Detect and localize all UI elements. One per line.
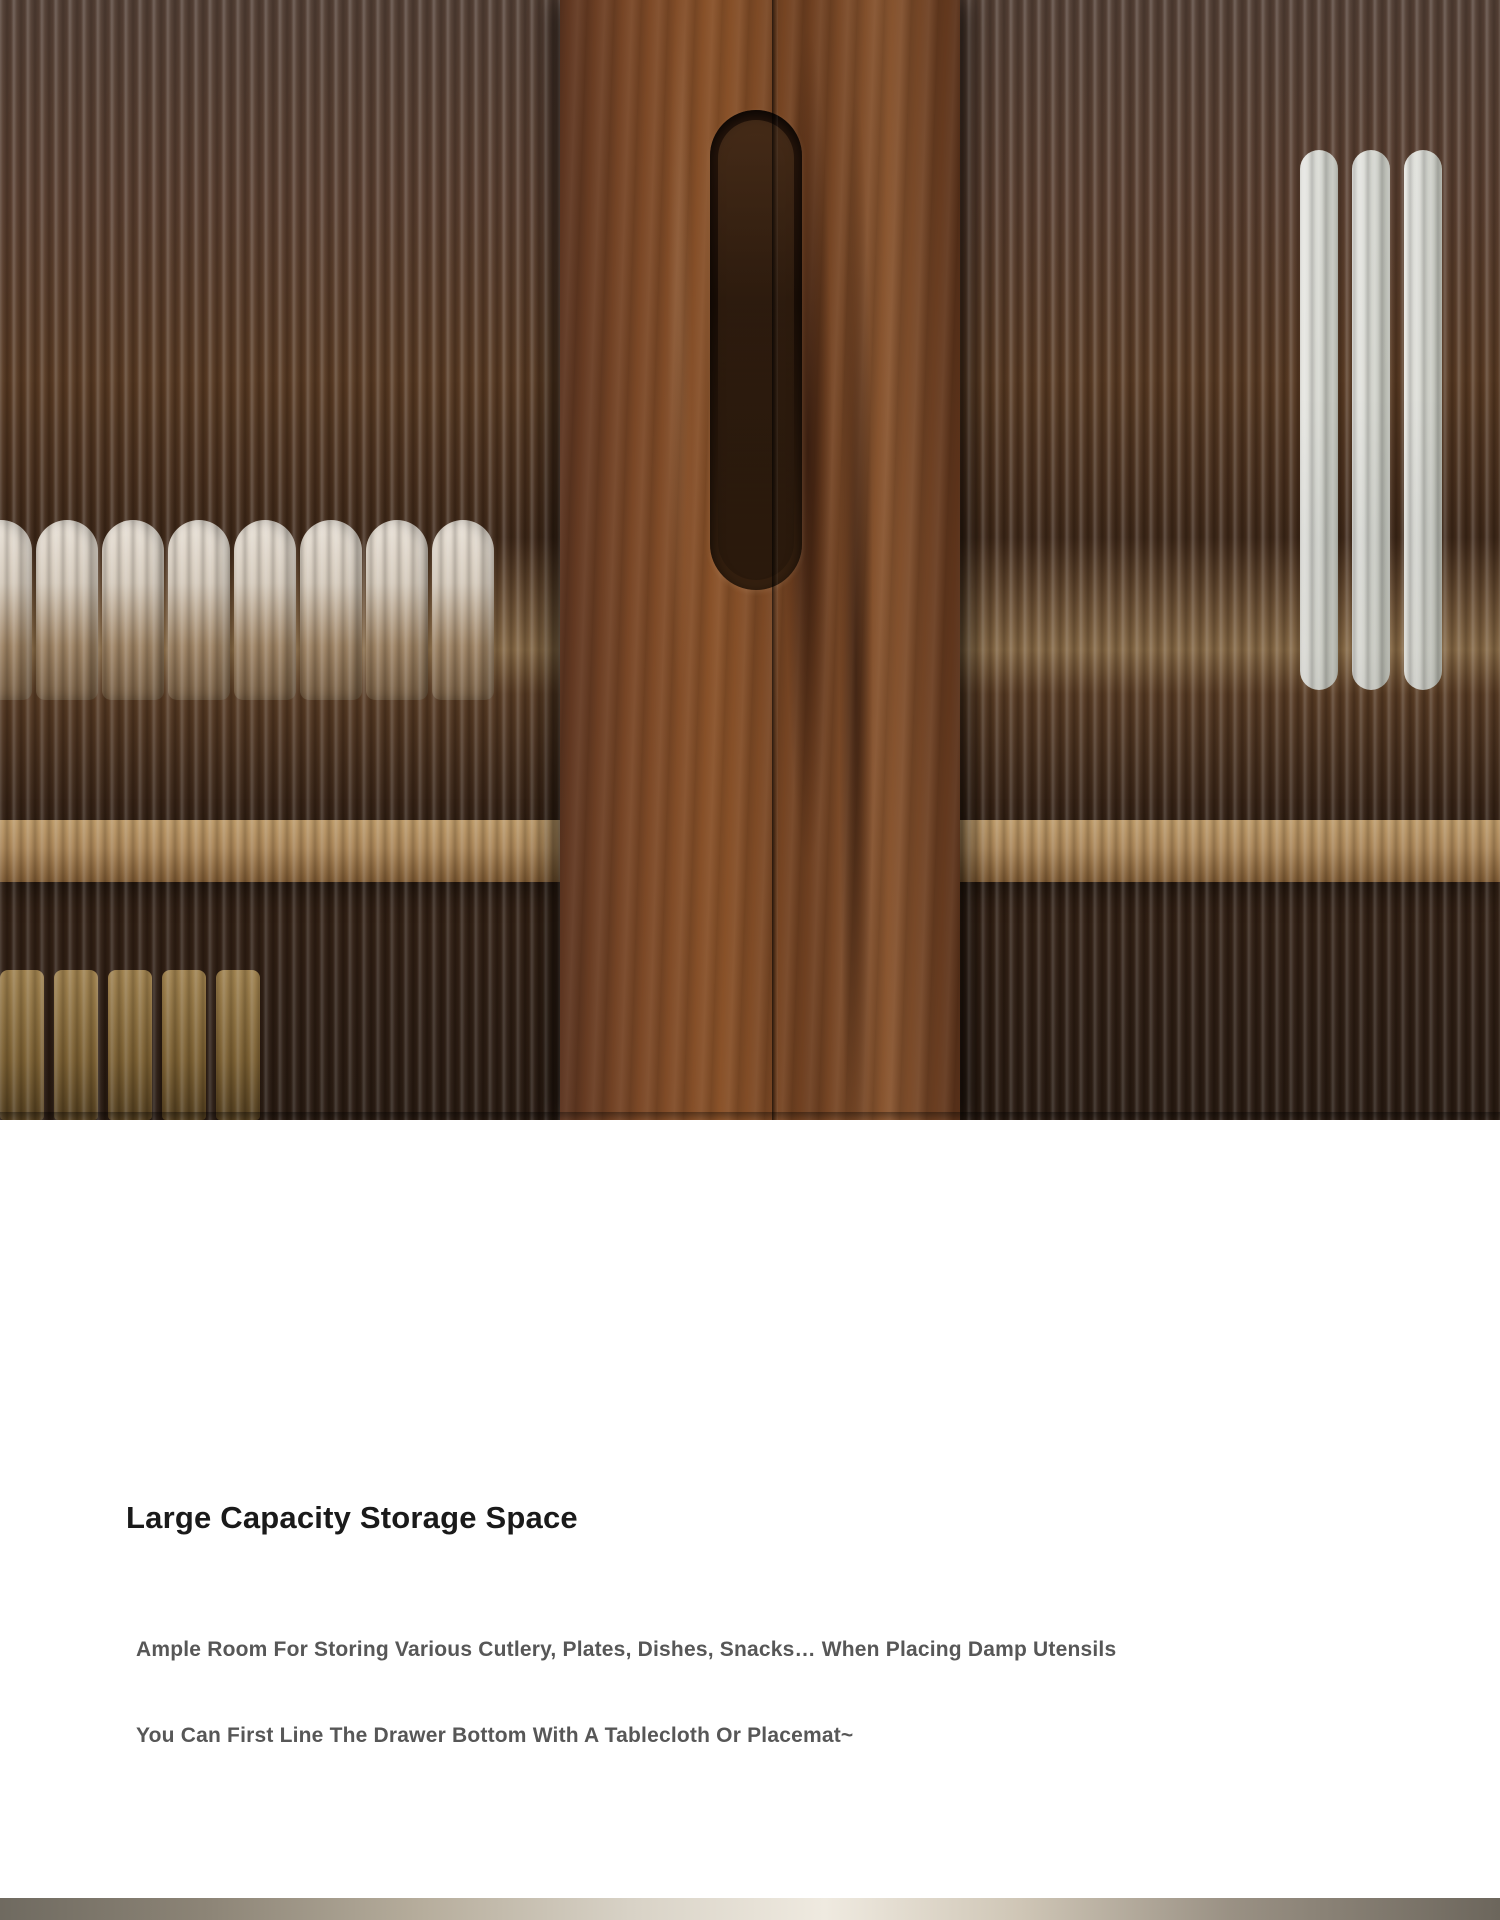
ceramic-bowl	[366, 520, 428, 700]
ceramic-bowl	[102, 520, 164, 700]
left-cabinet-cavity	[0, 0, 560, 1120]
ceramic-bowl	[168, 520, 230, 700]
section-headline: Large Capacity Storage Space	[126, 1500, 578, 1535]
hero-bottom-edge	[0, 1112, 1500, 1120]
ceramic-bowl	[432, 520, 494, 700]
copy-section	[0, 1120, 1500, 1910]
amber-bottle	[216, 970, 260, 1120]
recessed-door-handle	[710, 110, 802, 590]
ceramic-bowl	[0, 520, 32, 700]
section-subline-2: You Can First Line The Drawer Bottom With A Tablecloth Or Placemat~	[136, 1724, 854, 1747]
ceramic-bowl	[234, 520, 296, 700]
amber-bottles-group	[0, 950, 520, 1120]
ceramic-bowls-group	[0, 470, 560, 700]
white-plate	[1404, 150, 1442, 690]
door-seam	[772, 0, 778, 1120]
amber-bottle	[0, 970, 44, 1120]
white-plate	[1352, 150, 1390, 690]
white-plate	[1300, 150, 1338, 690]
amber-bottle	[54, 970, 98, 1120]
right-cabinet-cavity	[955, 0, 1500, 1120]
plate-rack-group	[1300, 150, 1480, 690]
amber-bottle	[108, 970, 152, 1120]
amber-bottle	[162, 970, 206, 1120]
section-subline-1: Ample Room For Storing Various Cutlery, Plates, Dishes, Snacks… When Placing Damp Utensils	[136, 1638, 1117, 1661]
ceramic-bowl	[36, 520, 98, 700]
ceramic-bowl	[300, 520, 362, 700]
wood-shelf	[0, 820, 560, 882]
strip-image	[0, 1898, 1500, 1920]
wood-shelf	[955, 820, 1500, 882]
center-wood-stile	[560, 0, 960, 1120]
next-photo-strip	[0, 1898, 1500, 1920]
